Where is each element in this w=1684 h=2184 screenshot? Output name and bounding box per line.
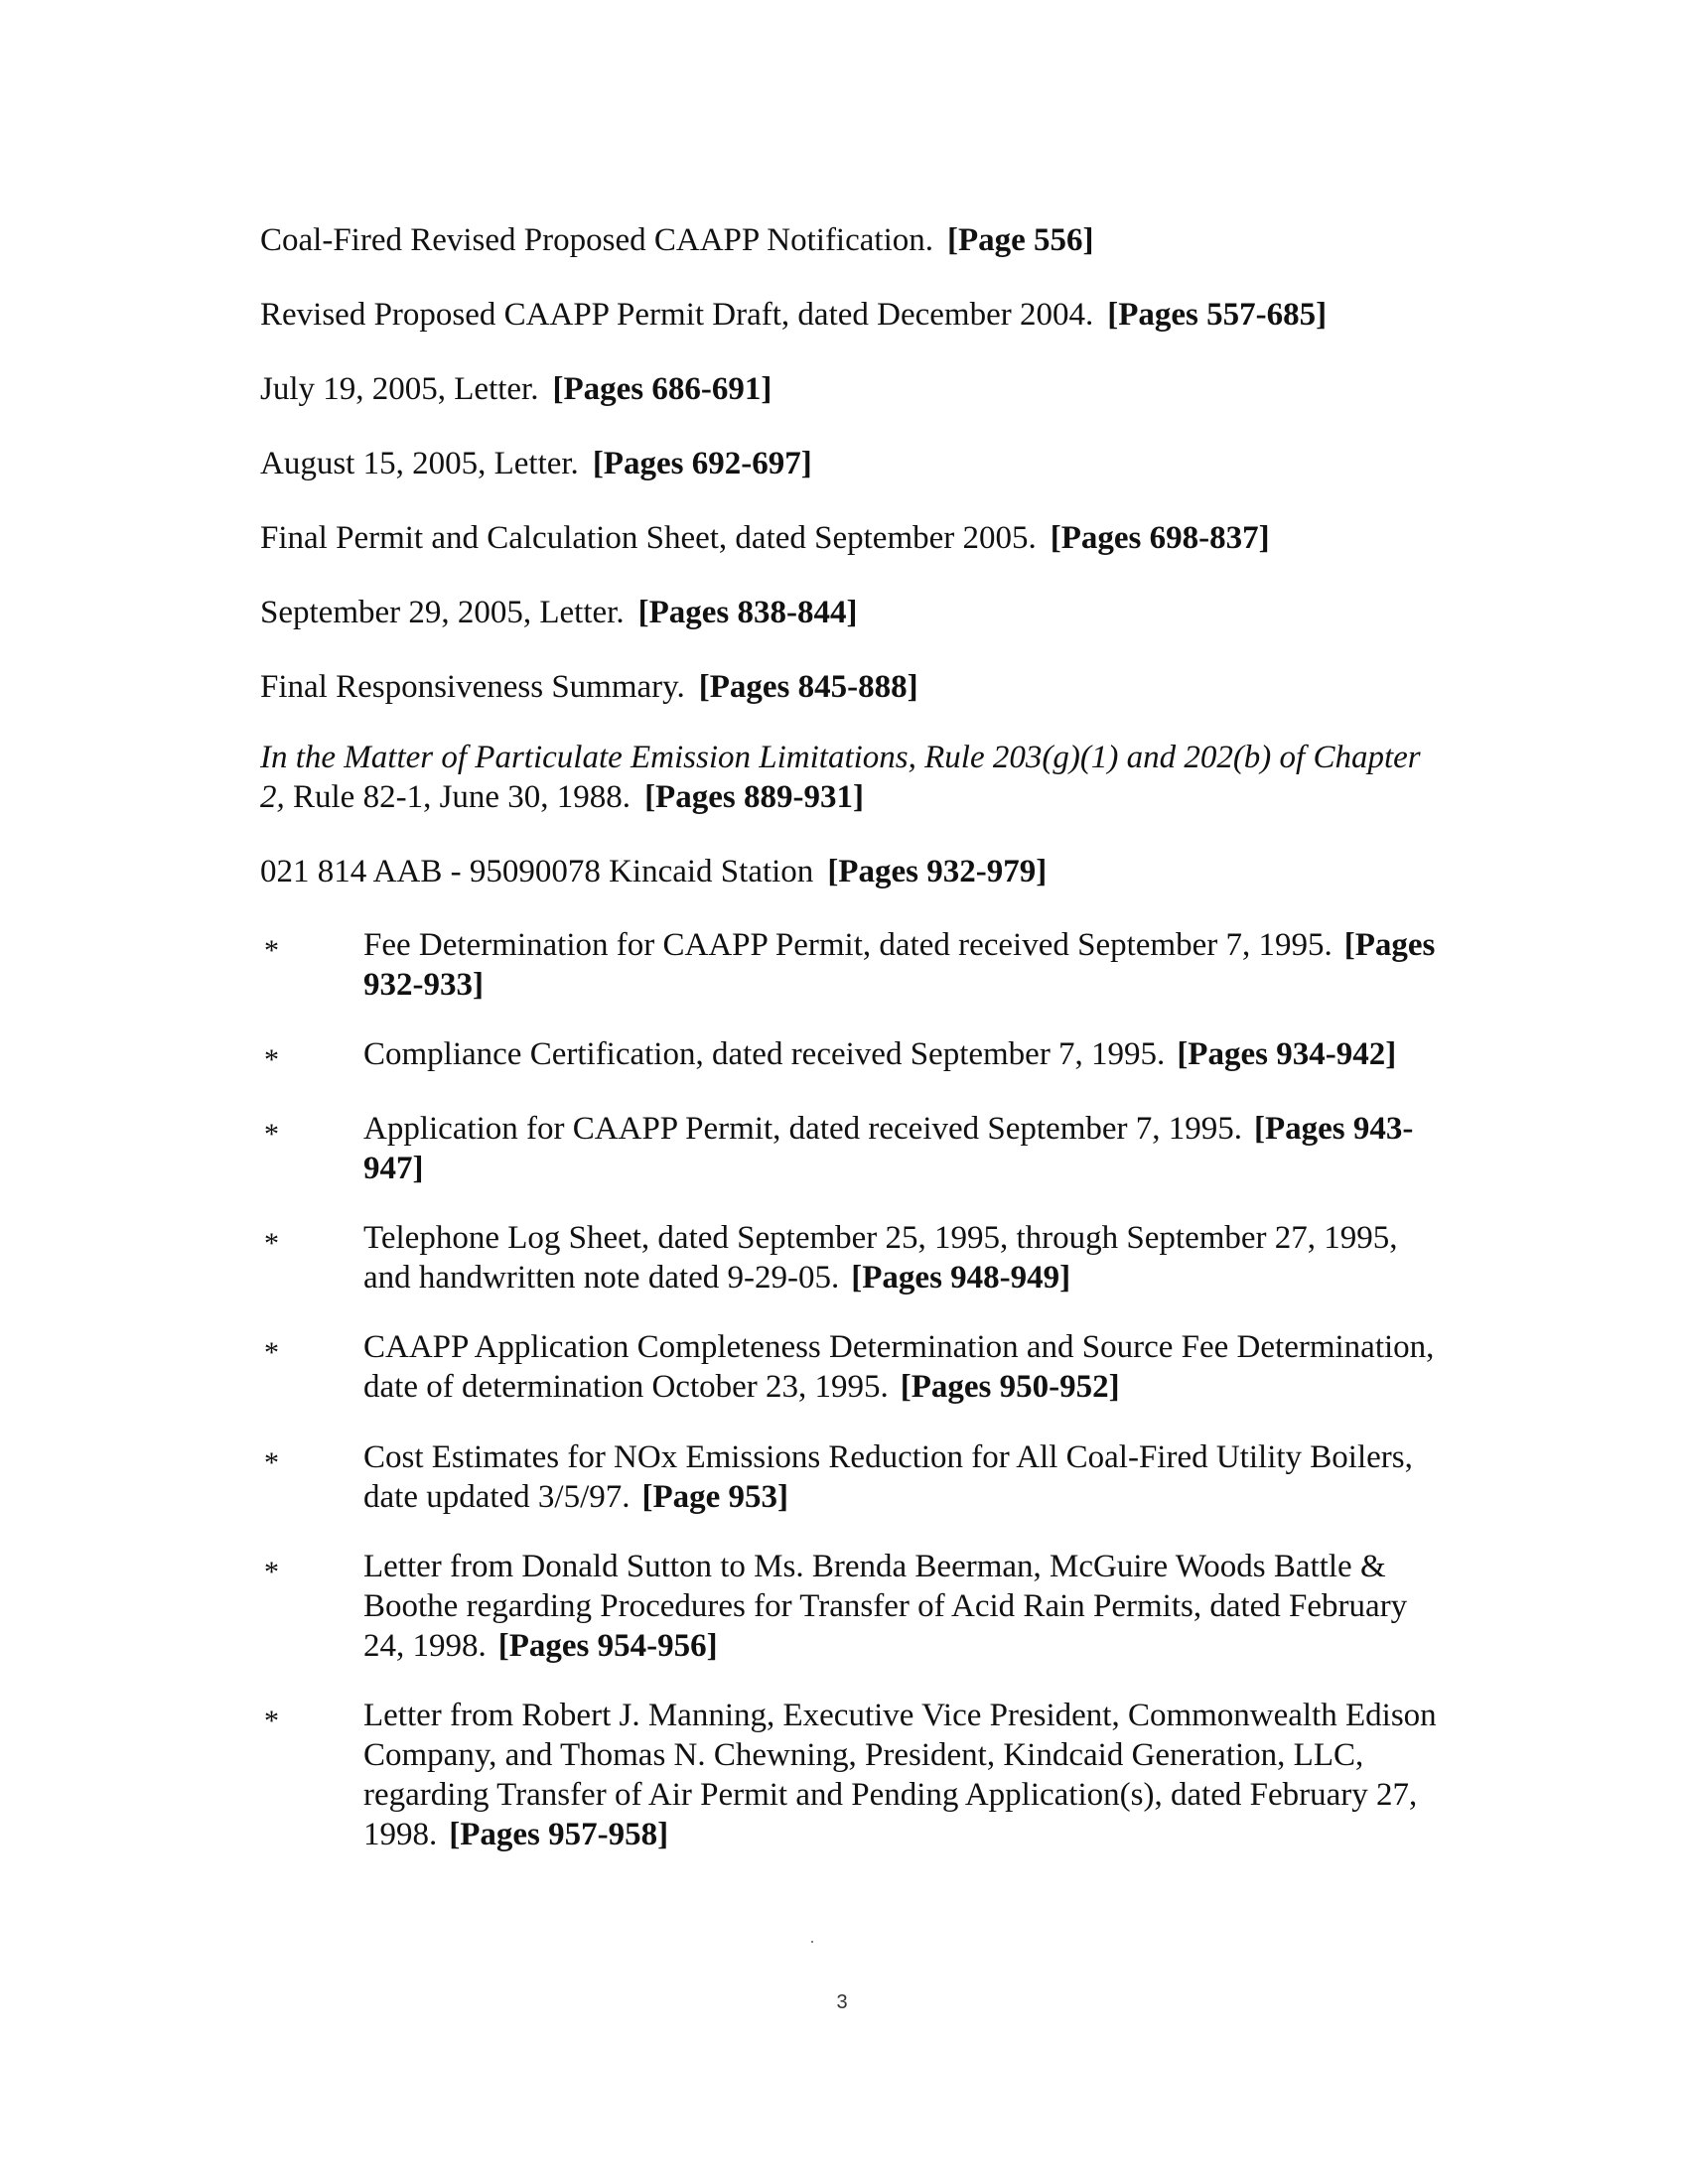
bullet-line: Boothe regarding Procedures for Transfer of Acid Rain Permits, dated February: [363, 1588, 1408, 1624]
entry-text: August 15, 2005, Letter.: [260, 446, 579, 481]
page-reference-continued: 947]: [363, 1151, 424, 1186]
record-entry: [260, 667, 1452, 707]
page-reference: [Pages 889-931]: [644, 779, 864, 815]
bullet-text: [363, 1034, 1446, 1074]
bullet-line: Company, and Thomas N. Chewning, President, Kindcaid Generation, LLC,: [363, 1737, 1364, 1773]
bullet-line: Compliance Certification, dated received September 7, 1995.: [363, 1036, 1166, 1072]
record-entry: [260, 593, 1452, 632]
entry-text: Rule 82-1, June 30, 1988.: [293, 779, 632, 815]
bullet-line: CAAPP Application Completeness Determination and Source Fee Determination,: [363, 1329, 1435, 1365]
bullet-text: [363, 1218, 1446, 1297]
page-reference: [Pages: [1343, 927, 1436, 963]
page-reference: [Pages 845-888]: [698, 669, 918, 705]
bullet-marker: *: [264, 1043, 279, 1076]
page-reference: [Pages 686-691]: [552, 371, 772, 407]
record-entry: [260, 518, 1452, 558]
entry-text: 021 814 AAB - 95090078 Kincaid Station: [260, 854, 814, 889]
page-reference: [Pages 943-: [1254, 1111, 1414, 1147]
record-entry: [260, 852, 1452, 891]
page-reference: [Page 556]: [946, 222, 1094, 258]
bullet-marker: *: [264, 1118, 279, 1151]
page-reference: [Pages 838-844]: [637, 595, 858, 630]
page-reference: [Page 953]: [641, 1479, 789, 1515]
bullet-text: [363, 1547, 1446, 1666]
bullet-text: [363, 1327, 1446, 1407]
bullet-line: date updated 3/5/97.: [363, 1479, 631, 1515]
bullet-line: Cost Estimates for NOx Emissions Reduction for All Coal-Fired Utility Boilers,: [363, 1439, 1413, 1475]
record-entry: [260, 369, 1452, 409]
bullet-marker: *: [264, 1556, 279, 1588]
bullet-line: Telephone Log Sheet, dated September 25, 1995, through September 27, 1995,: [363, 1220, 1398, 1256]
bullet-text: [363, 925, 1446, 1005]
page-reference: [Pages 932-979]: [827, 854, 1048, 889]
page-reference: [Pages 957-958]: [449, 1817, 669, 1852]
bullet-line: 1998.: [363, 1817, 438, 1852]
bullet-line: Application for CAAPP Permit, dated received September 7, 1995.: [363, 1111, 1243, 1147]
bullet-marker: *: [264, 1336, 279, 1369]
bullet-text: [363, 1437, 1446, 1517]
bullet-line: Letter from Robert J. Manning, Executive Vice President, Commonwealth Edison: [363, 1698, 1437, 1733]
bullet-marker: *: [264, 1705, 279, 1737]
entry-text: September 29, 2005, Letter.: [260, 595, 625, 630]
entry-text: Revised Proposed CAAPP Permit Draft, dated December 2004.: [260, 297, 1094, 333]
entry-text: Final Permit and Calculation Sheet, dated September 2005.: [260, 520, 1037, 556]
entry-text: Final Responsiveness Summary.: [260, 669, 685, 705]
page-reference: [Pages 692-697]: [592, 446, 812, 481]
record-entry: [260, 295, 1452, 335]
page-reference: [Pages 954-956]: [497, 1628, 718, 1664]
bullet-line: Letter from Donald Sutton to Ms. Brenda Beerman, McGuire Woods Battle &: [363, 1549, 1386, 1584]
bullet-line: 24, 1998.: [363, 1628, 487, 1664]
page-reference-continued: 932-933]: [363, 967, 484, 1003]
case-title: In the Matter of Particulate Emission Limitations, Rule 203(g)(1) and 202(b) of Chapter: [260, 740, 1421, 775]
record-entry: [260, 444, 1452, 483]
page-reference: [Pages 698-837]: [1050, 520, 1270, 556]
entry-text: July 19, 2005, Letter.: [260, 371, 539, 407]
entry-text: Coal-Fired Revised Proposed CAAPP Notification.: [260, 222, 933, 258]
bullet-text: [363, 1109, 1446, 1188]
bullet-text: [363, 1696, 1446, 1854]
case-title-continued: 2,: [260, 779, 285, 815]
bullet-line: and handwritten note dated 9-29-05.: [363, 1260, 840, 1296]
page-reference: [Pages 934-942]: [1177, 1036, 1397, 1072]
record-entry: [260, 220, 1452, 260]
bullet-line: Fee Determination for CAAPP Permit, dated received September 7, 1995.: [363, 927, 1333, 963]
record-entry-case-citation: [260, 738, 1452, 817]
bullet-line: regarding Transfer of Air Permit and Pending Application(s), dated February 27,: [363, 1777, 1418, 1813]
page-number: 3: [836, 1991, 848, 2013]
page-reference: [Pages 557-685]: [1107, 297, 1328, 333]
bullet-line: date of determination October 23, 1995.: [363, 1369, 889, 1405]
bullet-marker: *: [264, 1227, 279, 1260]
page-reference: [Pages 950-952]: [900, 1369, 1120, 1405]
scan-speck: [811, 1941, 813, 1943]
bullet-marker: *: [264, 934, 279, 967]
bullet-marker: *: [264, 1446, 279, 1479]
page-reference: [Pages 948-949]: [851, 1260, 1071, 1296]
